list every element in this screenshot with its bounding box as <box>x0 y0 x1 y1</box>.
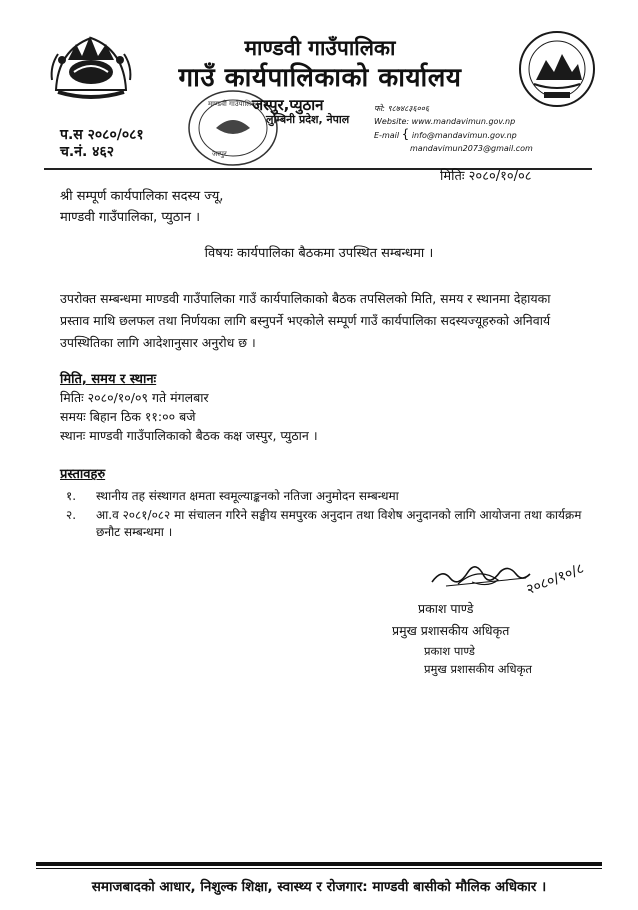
footer-divider-thick <box>36 862 602 866</box>
footer-divider-thin <box>36 868 602 869</box>
proposal-text: स्थानीय तह संस्थागत क्षमता स्वमूल्याङ्कनको नतिजा अनुमोदन सम्बन्धमा <box>96 489 399 503</box>
svg-text:माण्डवी गाउँपालिका: माण्डवी गाउँपालिका <box>208 100 259 108</box>
office-address: जस्पुर,प्युठान <box>252 96 324 114</box>
email-primary: info@mandavimun.gov.np <box>411 131 517 140</box>
letter-number: च.नं. ४६२ <box>60 144 115 160</box>
stamp-signatory-name: प्रकाश पाण्डे <box>424 644 475 658</box>
reference-block <box>60 127 144 161</box>
recipient-line-1: श्री सम्पूर्ण कार्यपालिका सदस्य ज्यू, <box>60 189 224 204</box>
signatory-name: प्रकाश पाण्डे <box>418 601 474 616</box>
meeting-place: स्थानः माण्डवी गाउँपालिकाको बैठक कक्ष जस्पुर, प्युठान । <box>60 428 318 443</box>
email-secondary: mandavimun2073@gmail.com <box>410 144 533 153</box>
website-text: Website: www.mandavimun.gov.np <box>374 117 516 126</box>
phone-number: फो: ९८७४८३६००६ <box>374 104 430 113</box>
office-name: गाउँ कार्यपालिकाको कार्यालय <box>178 63 462 93</box>
subject-line: विषयः कार्यपालिका बैठकमा उपस्थित सम्बन्धमा । <box>204 246 434 261</box>
municipality-name: माण्डवी गाउँपालिका <box>244 36 396 60</box>
meeting-date: मितिः २०८०/१०/०९ गते मंगलबार <box>60 390 209 405</box>
nepal-emblem-icon <box>48 30 134 104</box>
svg-text:जस्पुर: जस्पुर <box>212 150 227 158</box>
recipient-block <box>60 186 223 228</box>
proposal-number: २. <box>66 508 77 522</box>
stamp-signatory-title: प्रमुख प्रशासकीय अधिकृत <box>424 662 532 676</box>
handwritten-date: २०८०/१०/८ <box>524 560 587 599</box>
signatory-title: प्रमुख प्रशासकीय अधिकृत <box>392 623 510 638</box>
province-name: लुम्बिनी प्रदेश, नेपाल <box>266 113 350 126</box>
meeting-time: समयः बिहान ठिक ११:०० बजे <box>60 409 196 424</box>
fiscal-year: प.स २०८०/०८१ <box>60 127 144 143</box>
body-paragraph: उपरोक्त सम्बन्धमा माण्डवी गाउँपालिका गाउँ कार्यपालिकाको बैठक तपसिलको मिति, समय र स्थानमा देहायका प्रस्ताव माथि छलफल तथा निर्णयका लागि बस्नुपर्ने भएकोले सम्पूर्ण गाउँ कार्यपालिका सदस्यज्यूहरुको अनिवार्य उपस्थितिका लागि आदेशानुसार अनुरोध छ । <box>60 291 551 350</box>
municipality-seal-icon <box>518 30 596 108</box>
meeting-details <box>60 388 318 445</box>
handwritten-signature <box>428 538 588 600</box>
email-label: E-mail <box>374 131 400 140</box>
list-item <box>66 507 586 541</box>
recipient-line-2: माण्डवी गाउँपालिका, प्युठान । <box>60 210 201 225</box>
proposals-list <box>66 488 586 543</box>
list-item <box>66 488 586 505</box>
proposal-number: १. <box>66 489 77 503</box>
meeting-heading: मिति, समय र स्थानः <box>60 372 157 387</box>
letter-date: मितिः २०८०/१०/०८ <box>440 169 532 184</box>
proposal-text: आ.व २०८१/०८२ मा संचालन गरिने सङ्घीय समपुरक अनुदान तथा विशेष अनुदानको लागि आयोजना तथा कार्यक्रम छनौट सम्बन्धमा । <box>96 508 582 539</box>
contact-block: फो: ९८७४८३६००६ Website: www.mandavimun.gov.np E-mail { info@mandavimun.gov.np mandavimun2073@gmail.com <box>374 104 533 153</box>
proposals-heading: प्रस्तावहरु <box>60 467 106 482</box>
footer-motto: समाजबादको आधार, निशुल्क शिक्षा, स्वास्थ्य र रोजगार: माण्डवी बासीको मौलिक अधिकार । <box>91 879 547 895</box>
